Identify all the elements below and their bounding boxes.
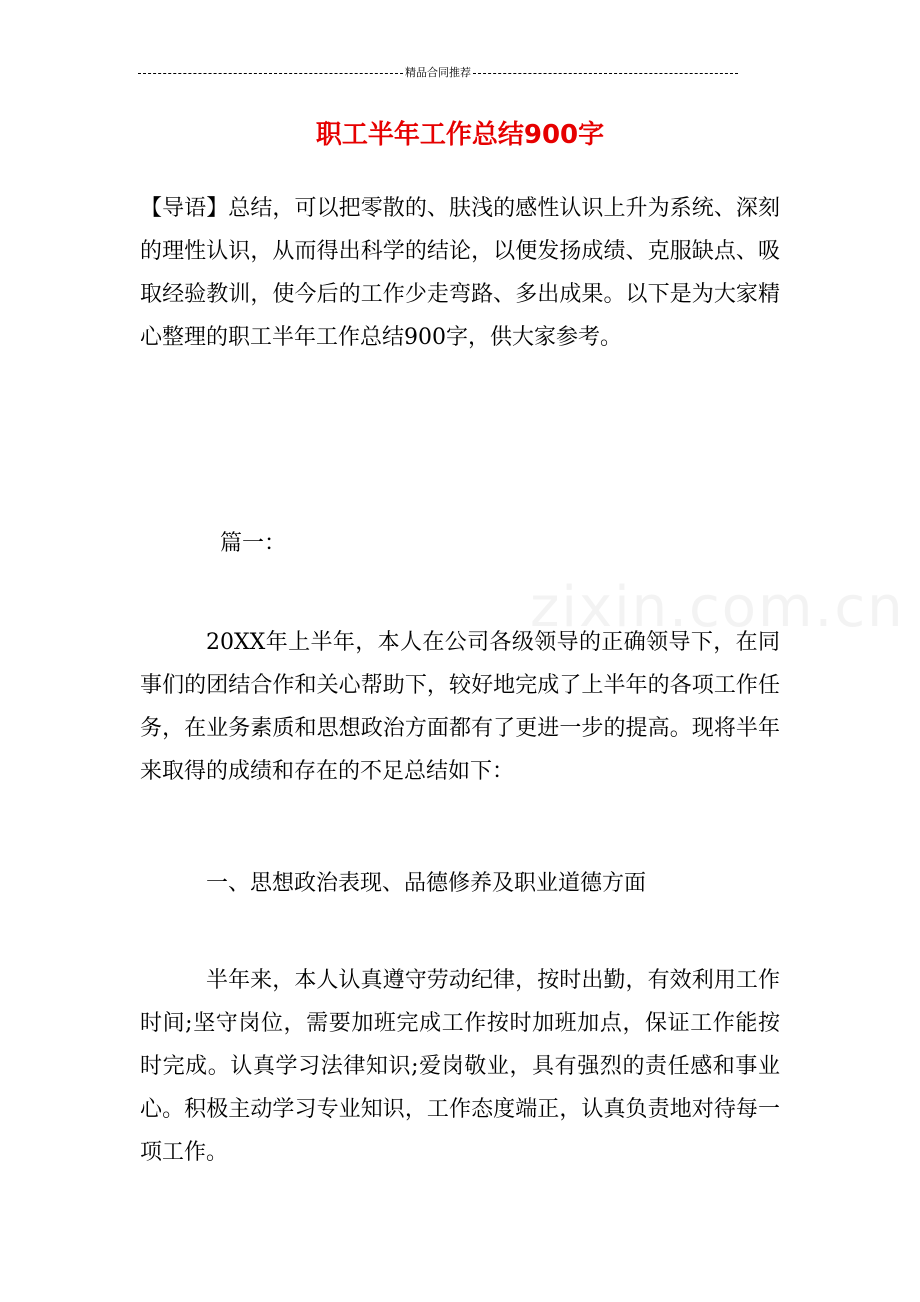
section-heading-1: 一、思想政治表现、品德修养及职业道德方面	[206, 871, 647, 896]
header-dash-left	[138, 73, 403, 74]
intro-paragraph: 【导语】总结，可以把零散的、肤浅的感性认识上升为系统、深刻的理性认识，从而得出科学的结论，以便发扬成绩、克服缺点、吸取经验教训，使今后的工作少走弯路、多出成果。以下是为大家精心整理的职工半年工作总结900字，供大家参考。	[140, 196, 780, 350]
section-label: 篇一：	[220, 531, 287, 556]
body-paragraph-2: 半年来，本人认真遵守劳动纪律，按时出勤，有效利用工作时间;坚守岗位，需要加班完成工作按时加班加点，保证工作能按时完成。认真学习法律知识;爱岗敬业，具有强烈的责任感和事业心。积极主动学习专业知识，工作态度端正，认真负责地对待每一项工作。	[140, 968, 780, 1165]
body-paragraph-1: 20XX年上半年，本人在公司各级领导的正确领导下，在同事们的团结合作和关心帮助下，较好地完成了上半年的各项工作任务，在业务素质和思想政治方面都有了更进一步的提高。现将半年来取得的成绩和存在的不足总结如下：	[140, 630, 780, 784]
watermark: zixin.com.cn	[530, 575, 905, 640]
header-label: 精品合同推荐	[405, 66, 471, 79]
header-rule	[138, 66, 738, 80]
document-title: 职工半年工作总结900字	[315, 120, 605, 150]
header-dash-right	[473, 73, 738, 74]
